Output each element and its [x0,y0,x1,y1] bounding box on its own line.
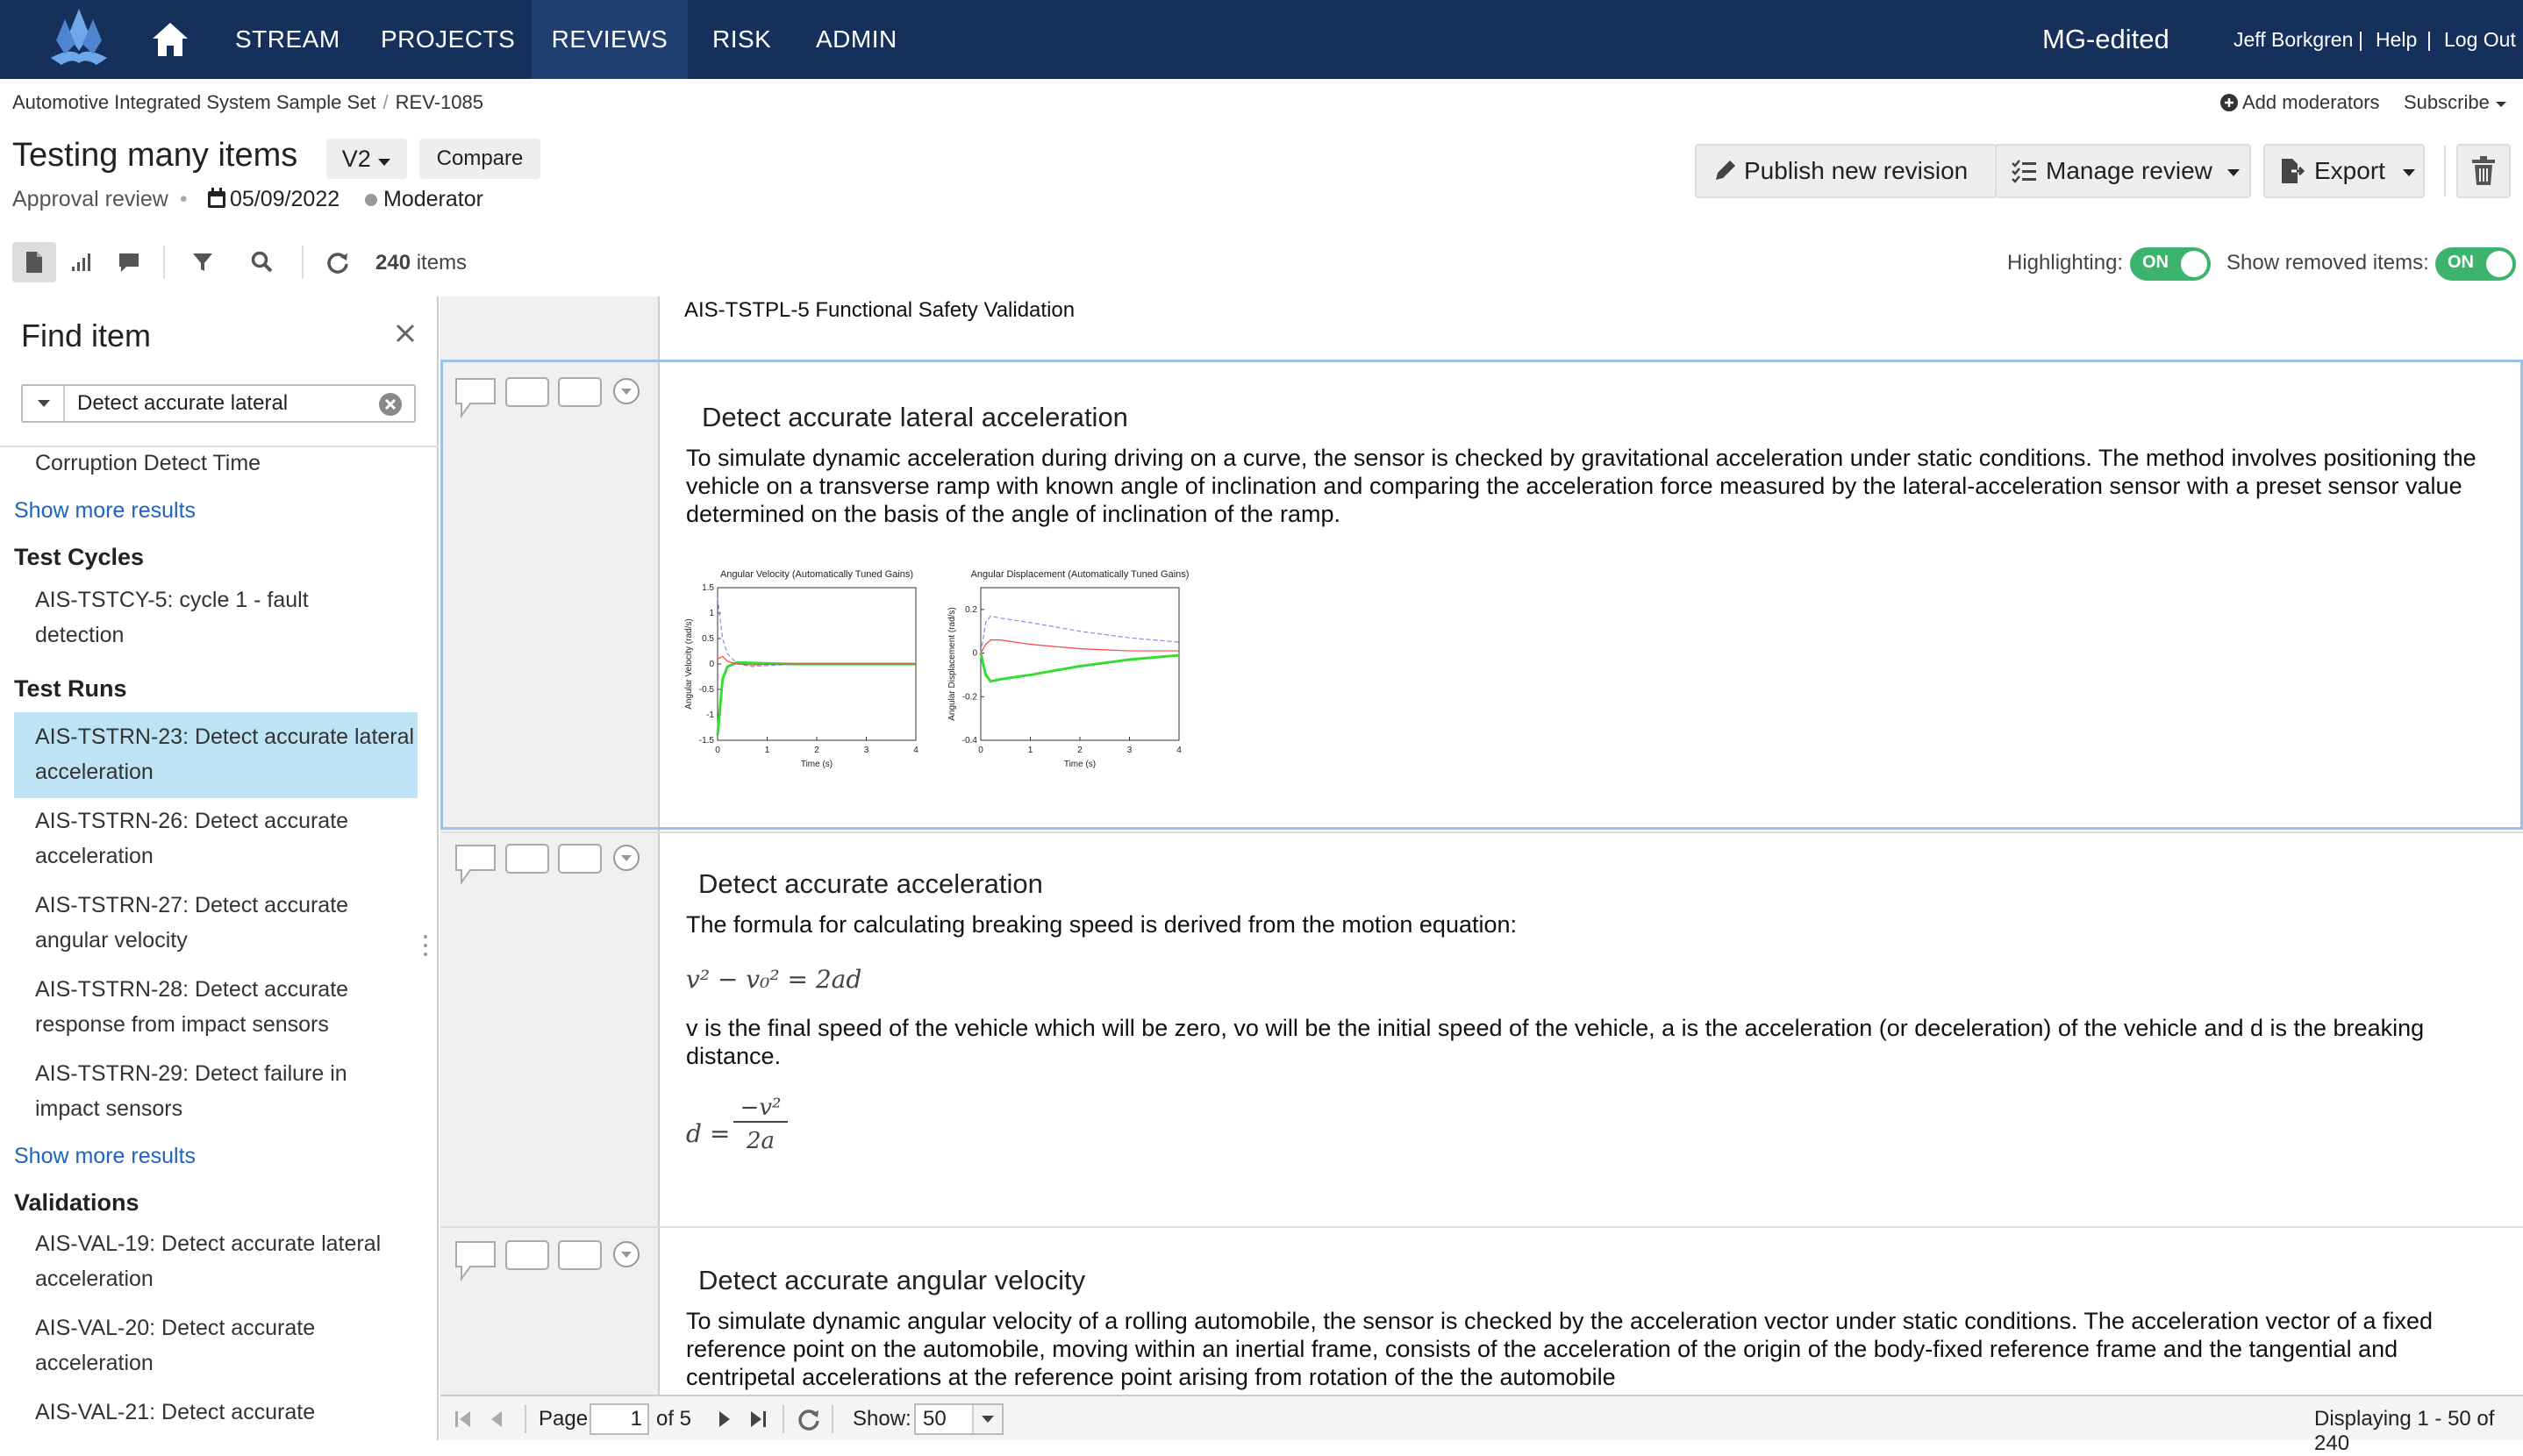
search-icon [251,251,274,274]
chart-title: Angular Displacement (Automatically Tuned Gains) [970,569,1190,580]
file-export-icon [2279,158,2305,184]
y-tick-label: -1.5 [698,736,714,746]
clear-icon [379,393,402,416]
highlighting-label: Highlighting: [2007,251,2124,275]
pagination-bar [440,1395,2523,1455]
delete-review-button[interactable] [2456,144,2511,198]
x-tick-label: 3 [863,746,869,755]
review-date [207,187,339,212]
nav-stream[interactable]: STREAM [235,25,340,53]
find-search-box [21,384,416,423]
y-tick-label: 0 [972,648,977,659]
resize-grip-icon[interactable] [423,933,428,958]
compare-button[interactable]: Compare [419,139,540,179]
add-moderators-label: Add moderators [2242,91,2380,113]
filter-button[interactable] [181,242,225,282]
item-count [375,251,467,275]
breadcrumb-review[interactable]: REV-1085 [395,91,483,113]
item-description: v is the final speed of the vehicle which will be zero, vo will be the initial speed of the vehicle, a is the acceleration (or deceleration) of the vehicle and d is the breaking distance. [686,1015,2425,1069]
chevron-down-circle-icon[interactable] [612,377,640,405]
approve-box-icon[interactable] [505,844,549,875]
subscribe-label: Subscribe [2404,91,2490,113]
y-axis-label: Angular Velocity (rad/s) [684,618,694,710]
item-title: Detect accurate lateral acceleration [702,402,1128,432]
y-tick-label: -0.5 [698,685,714,695]
clear-search-button[interactable] [379,393,402,416]
caret-down-icon [2226,168,2241,177]
x-axis-label: Time (s) [1063,760,1097,769]
version-label: V2 [341,146,371,172]
item-action-icons [454,1240,647,1284]
review-role [364,187,483,212]
refresh-button[interactable] [316,242,360,282]
comment-icon[interactable] [454,844,498,886]
item-description: To simulate dynamic acceleration during driving on a curve, the sensor is checked by gravitational acceleration under static conditions. The method involves positioning the vehicle on a transverse ramp with known angle of inclination and comparing the acceleration force measured by the lateral-acceleration sensor with a preset sensor value determined on the basis of the angle of inclination of the ramp. [686,445,2477,527]
formula-motion-equation: v² − v₀² = 2ad [686,965,862,994]
x-tick-label: 2 [814,746,819,755]
highlighting-toggle[interactable] [2130,247,2211,281]
approve-box-icon[interactable] [505,1240,549,1272]
angular-displacement-chart [940,560,1204,788]
document-view-button[interactable] [12,242,56,282]
y-tick-label: 0.5 [702,634,714,644]
section-heading-test-runs: Test Runs [14,675,127,702]
x-tick-label: 3 [1126,746,1133,755]
comment-icon [118,252,140,273]
review-role-value: Moderator [383,187,483,211]
user-name[interactable]: Jeff Borkgren [2234,28,2354,51]
version-dropdown[interactable] [326,139,407,179]
y-axis-label: Angular Displacement (rad/s) [947,607,957,721]
page-title: Testing many items [12,137,298,174]
find-item-title: Find item [21,318,152,353]
caret-down-icon [2402,168,2416,177]
filter-icon [192,252,213,273]
comment-icon[interactable] [454,377,498,419]
publish-revision-label: Publish new revision [1744,157,1969,184]
plot-area [981,588,1179,740]
reject-box-icon[interactable] [558,844,602,875]
row-divider [440,1226,2523,1228]
bar-chart-icon [70,253,91,272]
refresh-icon[interactable] [797,1407,821,1431]
y-tick-label: 1 [709,609,714,618]
search-result-item[interactable]: AIS-VAL-19: Detect accurate lateral acceleration [35,1231,382,1291]
item-title: Detect accurate angular velocity [698,1265,1086,1295]
search-result-item[interactable]: AIS-TSTRN-26: Detect accurate acceleration [35,809,349,868]
plus-circle-icon [2219,93,2239,112]
export-label: Export [2314,157,2385,184]
close-icon[interactable] [395,323,416,344]
review-date-value: 05/09/2022 [230,187,340,211]
search-result-item[interactable]: AIS-TSTRN-28: Detect accurate response from impact sensors [35,977,349,1037]
y-tick-label: -1 [706,710,714,720]
trash-icon [2470,156,2497,186]
section-heading-test-cycles: Test Cycles [14,544,145,570]
toolbar-divider [302,246,304,279]
search-result-item-selected[interactable]: AIS-TSTRN-23: Detect accurate lateral acceleration [14,712,418,798]
nav-reviews[interactable]: REVIEWS [532,0,688,79]
nav-admin[interactable]: ADMIN [816,25,897,53]
caret-down-icon [37,399,51,408]
search-result-item[interactable]: AIS-TSTCY-5: cycle 1 - fault detection [35,588,309,647]
y-tick-label: -0.4 [961,736,977,746]
reject-box-icon[interactable] [558,1240,602,1272]
company-logo-icon[interactable] [44,5,114,70]
x-tick-label: 1 [764,746,770,755]
y-tick-label: 0 [709,660,714,669]
previous-page-icon[interactable] [486,1409,507,1430]
x-axis-label: Time (s) [800,760,833,769]
publish-revision-button[interactable] [1695,144,1997,198]
item-title: Detect accurate acceleration [698,868,1043,899]
item-count-unit: items [416,251,468,275]
stats-view-button[interactable] [58,242,102,282]
checklist-icon [2011,160,2037,182]
pencil-icon [1712,159,1737,183]
toggle-state: ON [2142,253,2169,272]
x-tick-label: 1 [1027,746,1033,755]
chevron-down-circle-icon[interactable] [612,844,640,872]
subscribe-dropdown[interactable] [2404,91,2507,114]
previous-item-title: AIS-TSTPL-5 Functional Safety Validation [684,298,1076,322]
review-content [440,296,2523,1395]
workspace-name[interactable]: MG-edited [2042,24,2169,54]
nav-projects[interactable]: PROJECTS [381,25,516,53]
page-size-value: 50 [923,1407,947,1431]
breadcrumb-project[interactable]: Automotive Integrated System Sample Set [12,91,376,113]
x-tick-label: 2 [1077,746,1083,755]
toggle-knob [2181,251,2207,277]
caret-down-icon [981,1415,995,1424]
logout-link[interactable]: Log Out [2444,28,2516,51]
help-link[interactable]: Help [2376,28,2418,51]
nav-separator: | [2358,28,2363,51]
y-tick-label: 1.5 [702,583,714,593]
show-more-results-link[interactable]: Show more results [14,498,197,523]
pager-divider [832,1405,833,1433]
caret-down-icon [2495,100,2507,109]
x-tick-label: 0 [715,746,720,755]
y-tick-label: 0.2 [965,604,977,615]
show-more-results-link[interactable]: Show more results [14,1144,197,1168]
review-type-label: Approval review [12,187,168,211]
first-page-icon[interactable] [453,1409,474,1430]
calendar-icon [207,188,226,209]
formula-denominator: 2a [746,1128,775,1154]
row-divider [440,831,2523,833]
comments-view-button[interactable] [107,242,151,282]
item-description: To simulate dynamic angular velocity of a rolling automobile, the sensor is checked by the acceleration vector under static conditions. The acceleration vector of a fixed reference point on the automobile, moving within an inertial frame, consists of the acceleration of the origin of the body-fixed reference frame and the tangential and centripetal accelerations at the reference point arising from rotation of the the automobile [686,1308,2434,1390]
search-type-dropdown[interactable] [23,386,65,421]
chevron-down-circle-icon[interactable] [612,1240,640,1268]
item-action-icons [454,377,647,421]
item-description: The formula for calculating breaking speed is derived from the motion equation: [686,911,1518,938]
angular-velocity-chart [677,560,940,788]
page-size-caret [972,1405,1002,1433]
displaying-count: Displaying 1 - 50 of 240 [2314,1407,2495,1455]
page-number-input[interactable]: 1 [590,1403,649,1435]
search-button[interactable] [240,242,284,282]
search-result-item[interactable]: Corruption Detect Time [35,451,261,475]
search-result-item[interactable]: AIS-VAL-21: Detect accurate [35,1400,316,1424]
formula-numerator: −v² [733,1095,788,1123]
breadcrumb-separator: / [382,91,389,113]
meta-bullet: • [179,187,188,211]
toggle-state: ON [2448,253,2474,272]
caret-down-icon [377,158,391,167]
section-heading-validations: Validations [14,1189,139,1216]
top-nav [0,0,2523,79]
add-moderators-button[interactable] [2219,91,2380,114]
refresh-icon [325,250,350,275]
header-divider [2444,146,2446,196]
search-result-item[interactable]: AIS-TSTRN-29: Detect failure in impact sensors [35,1061,347,1121]
breadcrumb [12,91,483,114]
toggle-knob [2486,251,2512,277]
nav-separator: | [2427,28,2432,51]
search-result-item[interactable]: AIS-VAL-20: Detect accurate acceleration [35,1316,316,1375]
x-tick-label: 0 [978,746,983,755]
page-size-label: Show: [853,1407,911,1431]
pager-divider [525,1405,526,1433]
search-result-item[interactable]: AIS-TSTRN-27: Detect accurate angular velocity [35,893,349,953]
page-total: of 5 [656,1407,692,1431]
last-page-icon[interactable] [747,1409,768,1430]
status-dot-icon [364,193,378,207]
find-item-panel [0,296,439,1440]
nav-risk[interactable]: RISK [712,25,772,53]
approve-box-icon[interactable] [505,377,549,409]
formula-lhs: d = [686,1119,731,1148]
show-removed-label: Show removed items: [2226,251,2429,275]
item-action-icons [454,844,647,888]
manage-review-label: Manage review [2046,157,2212,184]
pager-divider [783,1405,784,1433]
comment-icon[interactable] [454,1240,498,1282]
document-icon [25,251,44,274]
export-button[interactable] [2263,144,2425,198]
find-search-input[interactable] [77,389,367,418]
review-type [12,187,188,212]
page-size-select[interactable] [914,1403,1004,1435]
chart-title: Angular Velocity (Automatically Tuned Gains) [719,569,914,580]
y-tick-label: -0.2 [961,692,977,703]
home-icon[interactable] [149,19,191,60]
reject-box-icon[interactable] [558,377,602,409]
next-page-icon[interactable] [714,1409,735,1430]
x-tick-label: 4 [1176,746,1182,755]
toolbar-divider [163,246,165,279]
item-count-value: 240 [375,251,411,275]
show-removed-toggle[interactable] [2435,247,2516,281]
page-label: Page [539,1407,589,1431]
manage-review-button[interactable] [1995,144,2251,198]
x-tick-label: 4 [913,746,918,755]
